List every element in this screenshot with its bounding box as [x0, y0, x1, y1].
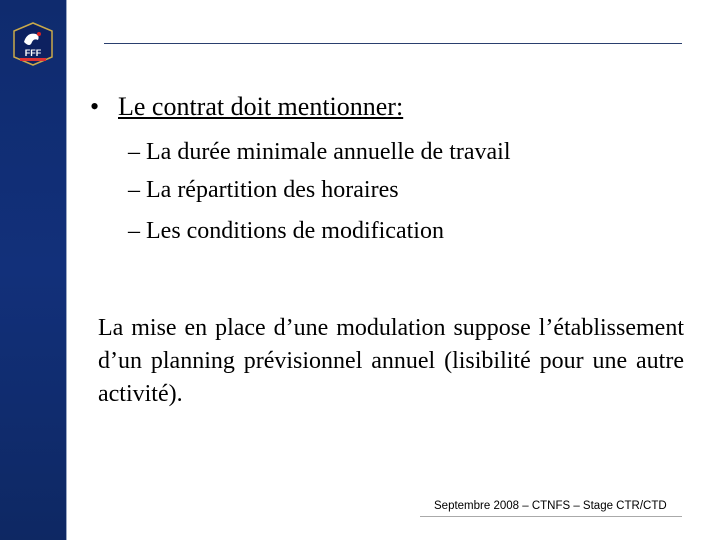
- bullet-dot: •: [90, 92, 100, 121]
- svg-text:FFF: FFF: [24, 48, 42, 58]
- footer-divider: [420, 516, 682, 517]
- footer-text: Septembre 2008 – CTNFS – Stage CTR/CTD: [434, 500, 667, 512]
- fff-logo: [12, 22, 54, 66]
- sub-item: – La répartition des horaires: [128, 177, 399, 203]
- sidebar-band: [0, 0, 67, 540]
- body-paragraph: La mise en place d’une modulation suppose l’établissement d’un planning prévisionnel annuel (lisibilité pour une autre activité).: [98, 315, 684, 407]
- sub-item: – La durée minimale annuelle de travail: [128, 139, 511, 165]
- header-divider: [104, 43, 682, 44]
- sub-item: – Les conditions de modification: [128, 218, 444, 244]
- bullet-title: Le contrat doit mentionner:: [118, 92, 404, 121]
